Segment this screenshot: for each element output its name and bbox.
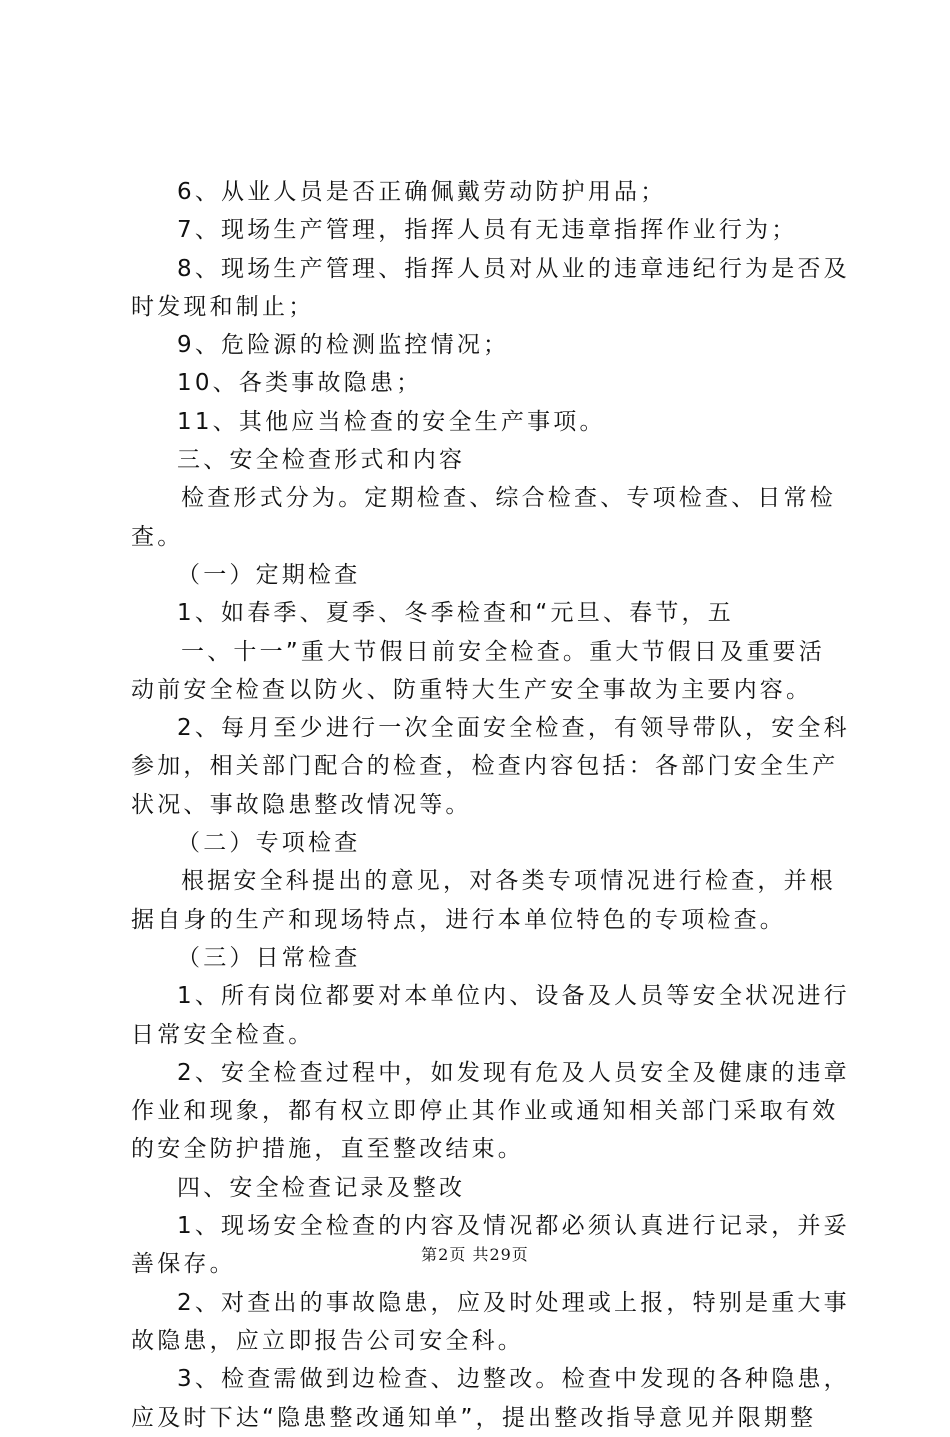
page-number: 第2页 共29页 [421,1245,529,1264]
paragraph: 根据安全科提出的意见，对各类专项情况进行检查，并根 [181,868,836,895]
paragraph: 2、安全检查过程中，如发现有危及人员安全及健康的违章 [177,1059,850,1086]
paragraph: 检查形式分为。定期检查、综合检查、专项检查、日常检 [181,485,836,512]
paragraph: 1、所有岗位都要对本单位内、设备及人员等安全状况进行 [177,983,850,1010]
paragraph: 2、每月至少进行一次全面安全检查，有领导带队，安全科 [177,715,850,742]
paragraph-continued: 一、十一”重大节假日前安全检查。重大节假日及重要活 [181,638,825,665]
paragraph-continued: 据自身的生产和现场特点，进行本单位特色的专项检查。 [131,906,786,933]
list-item-9: 9、危险源的检测监控情况； [177,332,510,359]
list-item-8-continued: 时发现和制止； [131,293,315,320]
section-heading-3: 三、安全检查形式和内容 [177,447,466,474]
paragraph-continued: 日常安全检查。 [131,1021,315,1048]
page-footer [0,1242,950,1265]
subsection-heading-3: （三）日常检查 [177,944,361,971]
list-item-11: 11、其他应当检查的安全生产事项。 [177,408,606,435]
list-item-8: 8、现场生产管理、指挥人员对从业的违章违纪行为是否及 [177,255,850,282]
section-heading-4: 四、安全检查记录及整改 [177,1174,466,1201]
subsection-heading-1: （一）定期检查 [177,561,361,588]
paragraph-continued: 参加，相关部门配合的检查，检查内容包括：各部门安全生产 [131,753,839,780]
list-item-7: 7、现场生产管理，指挥人员有无违章指挥作业行为； [177,217,798,244]
paragraph-continued: 动前安全检查以防火、防重特大生产安全事故为主要内容。 [131,676,813,703]
list-item-10: 10、各类事故隐患； [177,370,423,397]
paragraph: 1、现场安全检查的内容及情况都必须认真进行记录，并妥 [177,1213,850,1240]
list-item-6: 6、从业人员是否正确佩戴劳动防护用品； [177,179,667,205]
paragraph: 2、对查出的事故隐患，应及时处理或上报，特别是重大事 [177,1289,850,1316]
paragraph: 3、检查需做到边检查、边整改。检查中发现的各种隐患， [177,1366,850,1393]
paragraph-continued: 故隐患，应立即报告公司安全科。 [131,1327,524,1354]
paragraph-continued: 作业和现象，都有权立即停止其作业或通知相关部门采取有效 [131,1098,839,1125]
paragraph-continued: 应及时下达“隐患整改通知单”，提出整改指导意见并限期整 [131,1404,817,1431]
paragraph-continued: 善保存。 [131,1251,236,1278]
paragraph-continued: 查。 [131,523,184,550]
paragraph-continued: 状况、事故隐患整改情况等。 [131,791,472,818]
paragraph-continued: 的安全防护措施，直至整改结束。 [131,1136,524,1163]
subsection-heading-2: （二）专项检查 [177,830,361,857]
paragraph: 1、如春季、夏季、冬季检查和“元旦、春节，五 [177,600,734,627]
